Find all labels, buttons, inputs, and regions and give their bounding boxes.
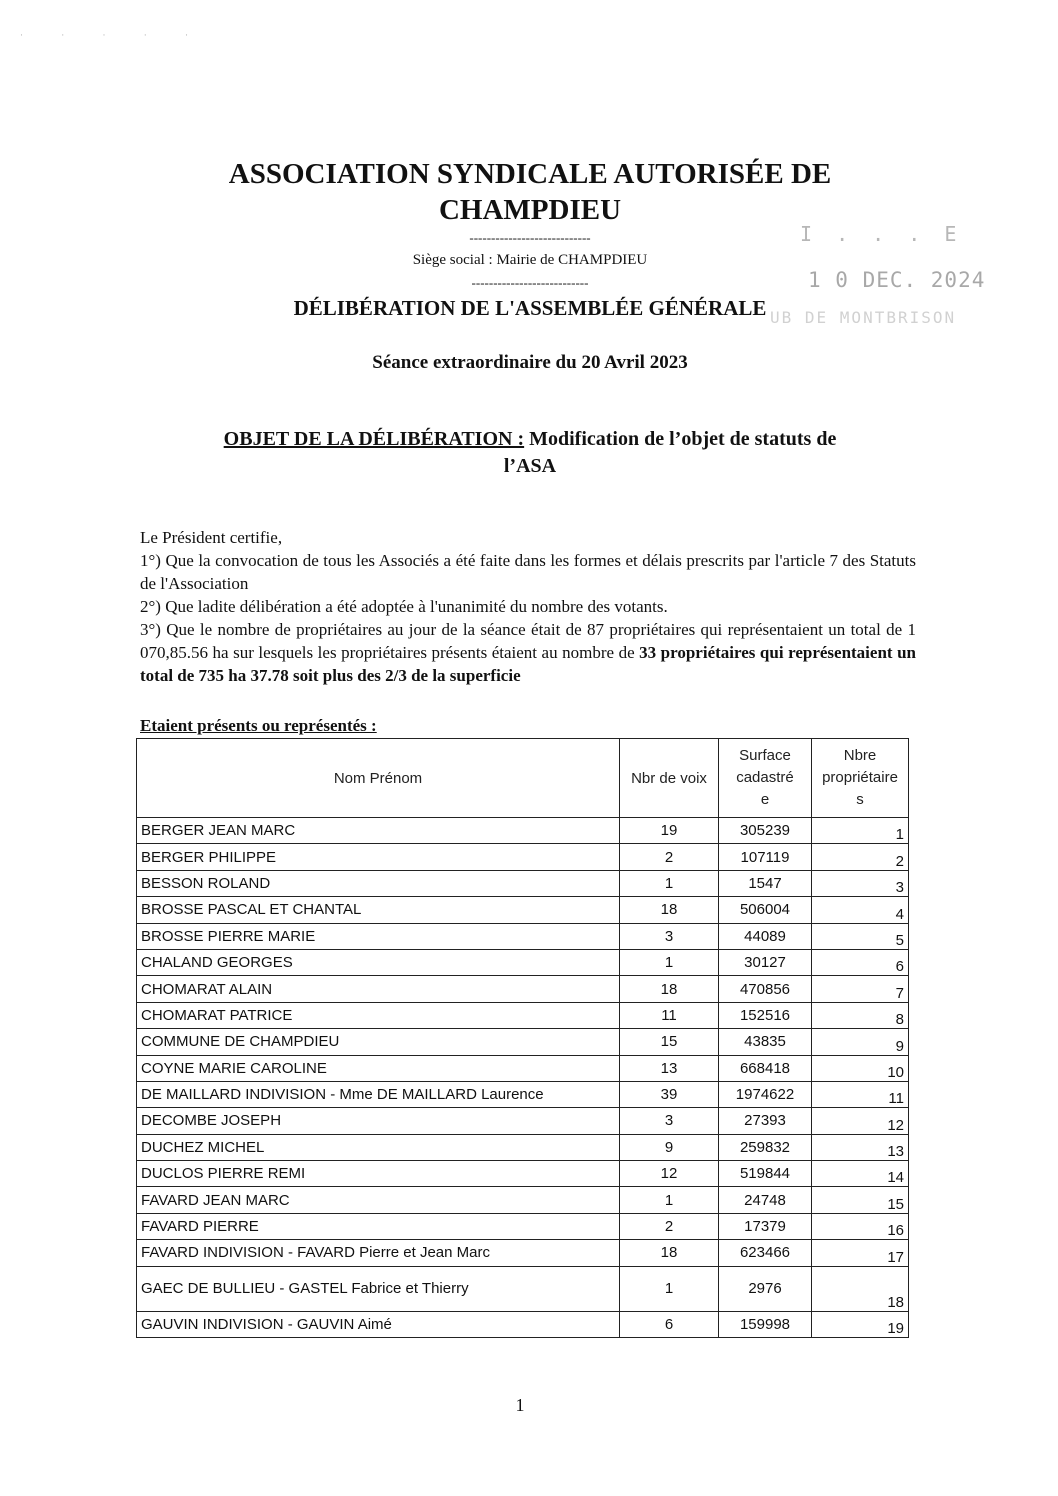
cell-nbre: 16	[812, 1213, 909, 1239]
cell-name: FAVARD JEAN MARC	[137, 1187, 620, 1213]
cell-name: CHALAND GEORGES	[137, 949, 620, 975]
title-line-2: CHAMPDIEU	[438, 194, 622, 226]
table-row	[137, 1081, 909, 1107]
cell-voix: 13	[620, 1055, 719, 1081]
cell-nbre: 18	[812, 1266, 909, 1311]
cell-surface: 107119	[719, 844, 812, 870]
header-voix: Nbr de voix	[620, 739, 719, 818]
cell-surface: 43835	[719, 1029, 812, 1055]
table-row	[137, 844, 909, 870]
cell-name: BESSON ROLAND	[137, 870, 620, 896]
cell-name: DUCLOS PIERRE REMI	[137, 1161, 620, 1187]
header-nbre-l1: Nbre	[843, 747, 877, 764]
header-surface-l1: Surface	[739, 747, 791, 764]
table-row	[137, 1134, 909, 1160]
cell-nbre: 2	[812, 844, 909, 870]
cell-nbre: 10	[812, 1055, 909, 1081]
header-surface	[719, 739, 812, 818]
table-row	[137, 1055, 909, 1081]
header-surface-l3: e	[760, 791, 770, 808]
header-nbre	[812, 739, 909, 818]
cell-name: COYNE MARIE CAROLINE	[137, 1055, 620, 1081]
cell-surface: 668418	[719, 1055, 812, 1081]
certification-text	[140, 526, 916, 687]
cell-voix: 12	[620, 1161, 719, 1187]
received-stamp-top: I . . . E	[800, 222, 963, 246]
cell-name: DECOMBE JOSEPH	[137, 1108, 620, 1134]
cell-surface: 506004	[719, 897, 812, 923]
cell-nbre: 1	[812, 818, 909, 844]
cell-surface: 305239	[719, 818, 812, 844]
cell-nbre: 5	[812, 923, 909, 949]
cell-voix: 18	[620, 976, 719, 1002]
cell-surface: 30127	[719, 949, 812, 975]
cell-surface: 470856	[719, 976, 812, 1002]
table-row	[137, 923, 909, 949]
cell-voix: 1	[620, 870, 719, 896]
cell-voix: 18	[620, 1240, 719, 1266]
cell-name: DUCHEZ MICHEL	[137, 1134, 620, 1160]
received-stamp-line: UB DE MONTBRISON	[770, 308, 957, 327]
header-nbre-l3: s	[856, 791, 864, 808]
objet-text: Modification de l’objet de statuts de	[529, 428, 837, 450]
cell-surface: 44089	[719, 923, 812, 949]
paragraph-3	[140, 618, 916, 687]
cell-nbre: 9	[812, 1029, 909, 1055]
members-table	[136, 738, 909, 1338]
cell-name: BERGER PHILIPPE	[137, 844, 620, 870]
cell-voix: 39	[620, 1081, 719, 1107]
cell-nbre: 7	[812, 976, 909, 1002]
cell-surface: 152516	[719, 1002, 812, 1028]
deliberation-heading: DÉLIBÉRATION DE L'ASSEMBLÉE GÉNÉRALE	[293, 296, 767, 320]
cell-nbre: 11	[812, 1081, 909, 1107]
scan-specks: · · · · ·	[20, 30, 206, 40]
present-label: Etaient présents ou représentés :	[140, 716, 377, 735]
cell-name: BERGER JEAN MARC	[137, 818, 620, 844]
cell-surface: 519844	[719, 1161, 812, 1187]
cell-name: DE MAILLARD INDIVISION - Mme DE MAILLARD Laurence	[137, 1081, 620, 1107]
cell-name: FAVARD INDIVISION - FAVARD Pierre et Jean Marc	[137, 1240, 620, 1266]
table-row	[137, 1240, 909, 1266]
cell-voix: 11	[620, 1002, 719, 1028]
cell-surface: 2976	[719, 1266, 812, 1311]
cell-voix: 6	[620, 1311, 719, 1337]
table-row	[137, 818, 909, 844]
cell-voix: 19	[620, 818, 719, 844]
cell-name: CHOMARAT PATRICE	[137, 1002, 620, 1028]
cell-voix: 3	[620, 1108, 719, 1134]
cell-nbre: 14	[812, 1161, 909, 1187]
table-row	[137, 897, 909, 923]
table-row	[137, 1311, 909, 1337]
cell-nbre: 15	[812, 1187, 909, 1213]
cell-nbre: 4	[812, 897, 909, 923]
paragraph-intro: Le Président certifie,	[140, 528, 283, 547]
table-row	[137, 1266, 909, 1311]
seance-heading: Séance extraordinaire du 20 Avril 2023	[372, 352, 688, 373]
cell-voix: 1	[620, 1266, 719, 1311]
table-row	[137, 976, 909, 1002]
separator-dashes: ----------------------------	[469, 230, 591, 245]
cell-nbre: 19	[812, 1311, 909, 1337]
paragraph-1: 1°) Que la convocation de tous les Associés a été faite dans les formes et délais prescrits par l'article 7 des Statuts de l'Association	[140, 551, 916, 593]
cell-surface: 1974622	[719, 1081, 812, 1107]
table-row	[137, 949, 909, 975]
cell-voix: 3	[620, 923, 719, 949]
objet-label: OBJET DE LA DÉLIBÉRATION :	[223, 428, 525, 450]
cell-voix: 2	[620, 844, 719, 870]
paragraph-3-text: 3°) Que le nombre de propriétaires au jour de la séance était de 87 propriétaires qui représentaient un total de 1 070,85.56 ha sur lesquels les propriétaires présents étaient au nombre de	[140, 620, 916, 662]
header-surface-l2: cadastré	[736, 769, 794, 786]
paragraph-3-bold: 33 propriétaires qui représentaient un total de 735 ha 37.78 soit plus des 2/3 de la superficie	[140, 643, 916, 685]
cell-voix: 1	[620, 949, 719, 975]
cell-voix: 1	[620, 1187, 719, 1213]
cell-surface: 27393	[719, 1108, 812, 1134]
title-line-1: ASSOCIATION SYNDICALE AUTORISÉE DE	[228, 158, 832, 190]
table-header-row	[137, 739, 909, 818]
table-row	[137, 1029, 909, 1055]
page-number: 1	[515, 1395, 525, 1415]
header-nbre-l2: propriétaire	[822, 769, 898, 786]
table-row	[137, 1187, 909, 1213]
cell-name: FAVARD PIERRE	[137, 1213, 620, 1239]
separator-dashes-2: ---------------------------	[471, 275, 589, 290]
cell-surface: 623466	[719, 1240, 812, 1266]
cell-voix: 18	[620, 897, 719, 923]
table-row	[137, 1108, 909, 1134]
cell-surface: 259832	[719, 1134, 812, 1160]
cell-surface: 17379	[719, 1213, 812, 1239]
table-row	[137, 1161, 909, 1187]
received-stamp-date: 1 0 DEC. 2024	[808, 268, 986, 292]
cell-nbre: 8	[812, 1002, 909, 1028]
objet-heading	[140, 426, 920, 480]
objet-text-2: l’ASA	[503, 455, 557, 477]
cell-name: CHOMARAT ALAIN	[137, 976, 620, 1002]
cell-nbre: 12	[812, 1108, 909, 1134]
cell-surface: 159998	[719, 1311, 812, 1337]
cell-voix: 15	[620, 1029, 719, 1055]
table-row	[137, 1002, 909, 1028]
paragraph-2: 2°) Que ladite délibération a été adoptée à l'unanimité du nombre des votants.	[140, 597, 668, 616]
cell-name: GAEC DE BULLIEU - GASTEL Fabrice et Thierry	[137, 1266, 620, 1311]
siege-social: Siège social : Mairie de CHAMPDIEU	[412, 252, 648, 268]
cell-nbre: 17	[812, 1240, 909, 1266]
header-name: Nom Prénom	[137, 739, 620, 818]
cell-name: BROSSE PIERRE MARIE	[137, 923, 620, 949]
cell-nbre: 13	[812, 1134, 909, 1160]
cell-nbre: 6	[812, 949, 909, 975]
cell-name: COMMUNE DE CHAMPDIEU	[137, 1029, 620, 1055]
cell-voix: 9	[620, 1134, 719, 1160]
cell-surface: 24748	[719, 1187, 812, 1213]
cell-nbre: 3	[812, 870, 909, 896]
table-row	[137, 870, 909, 896]
cell-voix: 2	[620, 1213, 719, 1239]
cell-name: GAUVIN INDIVISION - GAUVIN Aimé	[137, 1311, 620, 1337]
cell-surface: 1547	[719, 870, 812, 896]
table-row	[137, 1213, 909, 1239]
cell-name: BROSSE PASCAL ET CHANTAL	[137, 897, 620, 923]
